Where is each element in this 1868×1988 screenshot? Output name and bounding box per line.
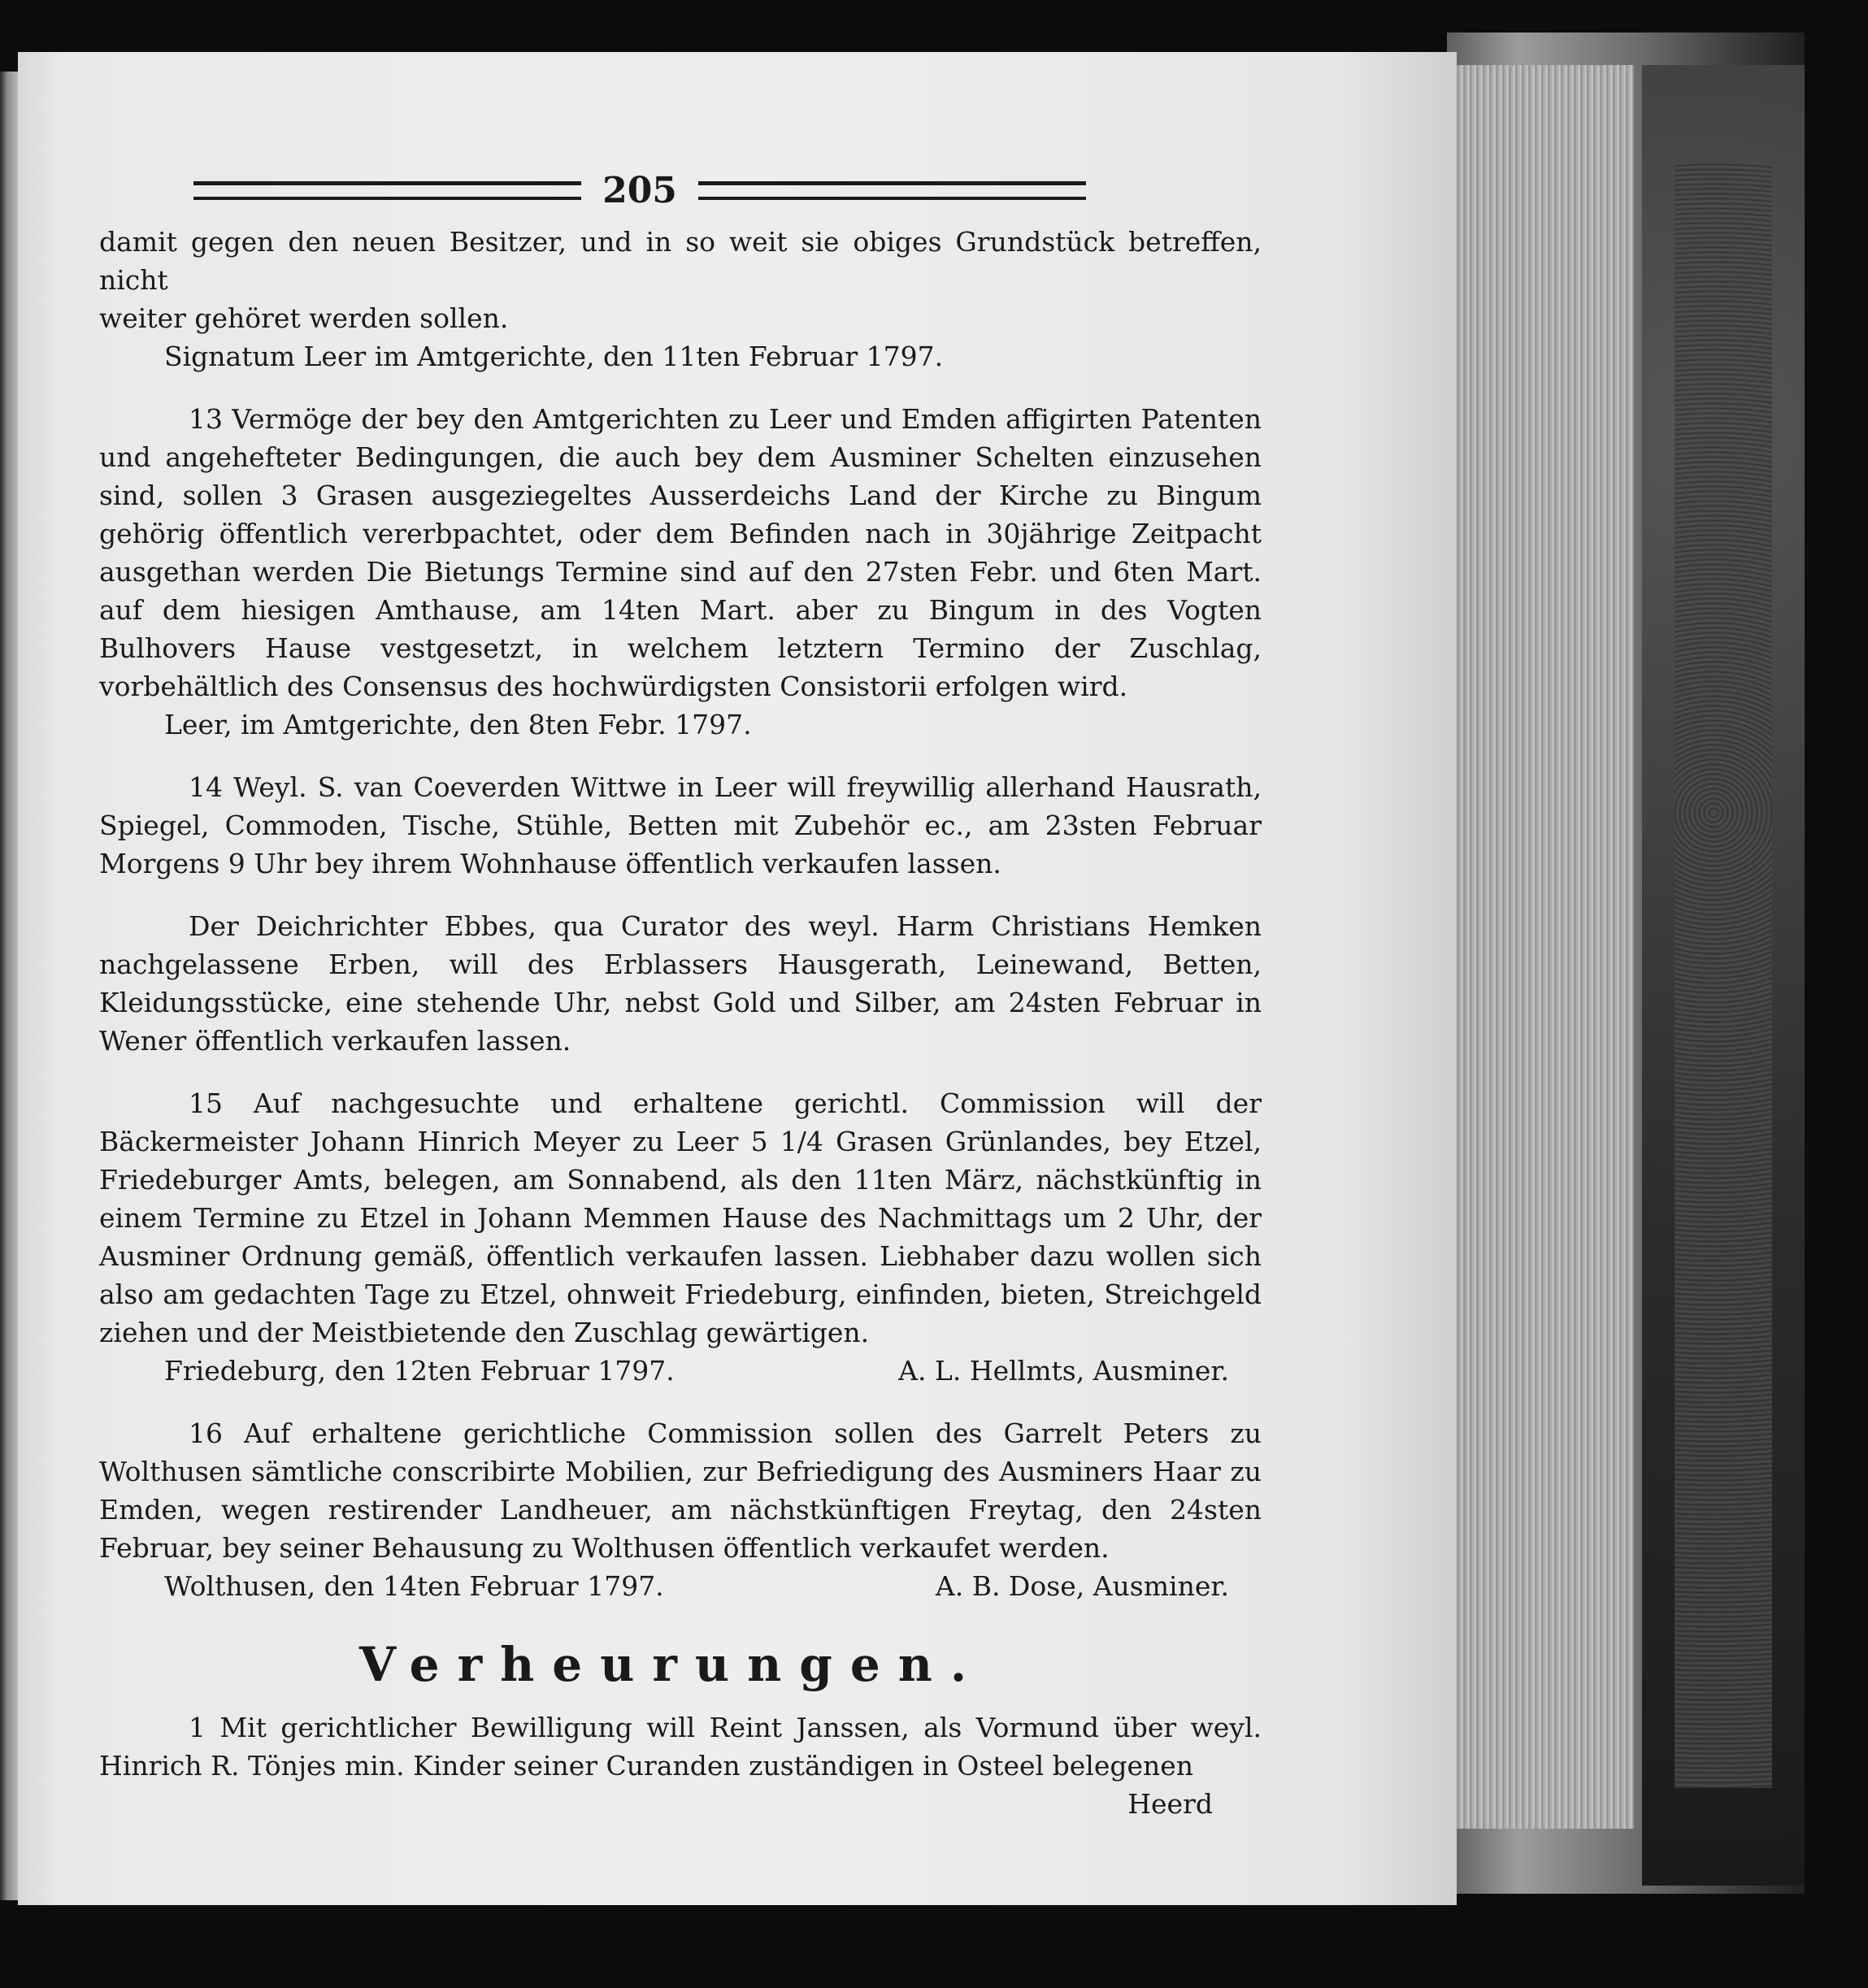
notice-paragraph-16: 16 Auf erhaltene gerichtliche Commission sollen des Garrelt Peters zu Wolthusen sämtliche conscribirte Mobilien, zur Befriedigung des Ausminers Haar zu Emden, wegen restirender Landheuer, am nächstkünftigen Freytag, den 24sten Februar, bey seiner Behausung zu Wolthusen öffentlich verkaufet werden. [99, 1417, 1262, 1564]
header-rule-right [698, 181, 1086, 200]
signature-line: Signatum Leer im Amtgerichte, den 11ten Februar 1797. [164, 341, 944, 372]
page-stack-edge [1447, 65, 1634, 1829]
cover-texture [1675, 163, 1772, 1788]
catchword: Heerd [1127, 1788, 1213, 1820]
section-heading: Verheurungen. [359, 1637, 985, 1692]
page-text [99, 166, 1262, 1823]
notice-paragraph-14: 14 Weyl. S. van Coeverden Wittwe in Leer will freywillig allerhand Hausrath, Spiegel, Commoden, Tische, Stühle, Betten mit Zubehör ec., am 23sten Februar Morgens 9 Uhr bey ihrem Wohnhause öffentlich verkaufen lassen. [99, 771, 1262, 879]
notice-paragraph-15: 15 Auf nachgesuchte und erhaltene gerichtl. Commission will der Bäckermeister Johann Hinrich Meyer zu Leer 5 1/4 Grasen Grünlandes, bey Etzel, Friedeburger Amts, belegen, am Sonnabend, als den 11ten März, nächstkünftig in einem Termine zu Etzel in Johann Memmen Hause des Nachmittags um 2 Uhr, der Ausminer Ordnung gemäß, öffentlich verkaufen lassen. Liebhaber dazu wollen sich also am gedachten Tage zu Etzel, ohnweit Friedeburg, einfinden, bieten, Streichgeld ziehen und der Meistbietende den Zuschlag gewärtigen. [99, 1087, 1262, 1348]
signature-name: A. B. Dose, Ausminer. [935, 1570, 1229, 1602]
signature-row [99, 1567, 1262, 1605]
continuation-line: damit gegen den neuen Besitzer, und in so weit sie obiges Grundstück betreffen, nicht [99, 226, 1262, 296]
signature-place: Wolthusen, den 14ten Februar 1797. [164, 1570, 664, 1602]
notice-paragraph-14b: Der Deichrichter Ebbes, qua Curator des weyl. Harm Christians Hemken nachgelassene Erben, will des Erblassers Hausgerath, Leinewand, Betten, Kleidungsstücke, eine stehende Uhr, nebst Gold und Silber, am 24sten Februar in Wener öffentlich verkaufen lassen. [99, 910, 1262, 1057]
book-page [18, 52, 1457, 1905]
signature-place: Friedeburg, den 12ten Februar 1797. [164, 1355, 675, 1387]
notice-paragraph-v1: 1 Mit gerichtlicher Bewilligung will Reint Janssen, als Vormund über weyl. Hinrich R. Tönjes min. Kinder seiner Curanden zuständigen in Osteel belegenen [99, 1712, 1262, 1782]
notice-paragraph-13: 13 Vermöge der bey den Amtgerichten zu Leer und Emden affigirten Patenten und angehefteter Bedingungen, die auch bey dem Ausminer Schelten einzusehen sind, sollen 3 Grasen ausgeziegeltes Ausserdeichs Land der Kirche zu Bingum gehörig öffentlich vererbpachtet, oder dem Befinden nach in 30jährige Zeitpacht ausgethan werden Die Bietungs Termine sind auf den 27sten Febr. und 6ten Mart. auf dem hiesigen Amthause, am 14ten Mart. aber zu Bingum in des Vogten Bulhovers Hause vestgesetzt, in welchem letztern Termino der Zuschlag, vorbehältlich des Consensus des hochwürdigsten Consistorii erfolgen wird. [99, 403, 1262, 702]
page-number: 205 [602, 169, 677, 211]
signature-name: A. L. Hellmts, Ausminer. [898, 1355, 1229, 1387]
signature-line: Leer, im Amtgerichte, den 8ten Febr. 1797. [164, 709, 752, 740]
header-rule-left [193, 181, 581, 200]
previous-page-edge [0, 72, 18, 1900]
running-header [172, 166, 1107, 215]
signature-row [99, 1352, 1262, 1390]
continuation-line: weiter gehöret werden sollen. [99, 302, 509, 334]
